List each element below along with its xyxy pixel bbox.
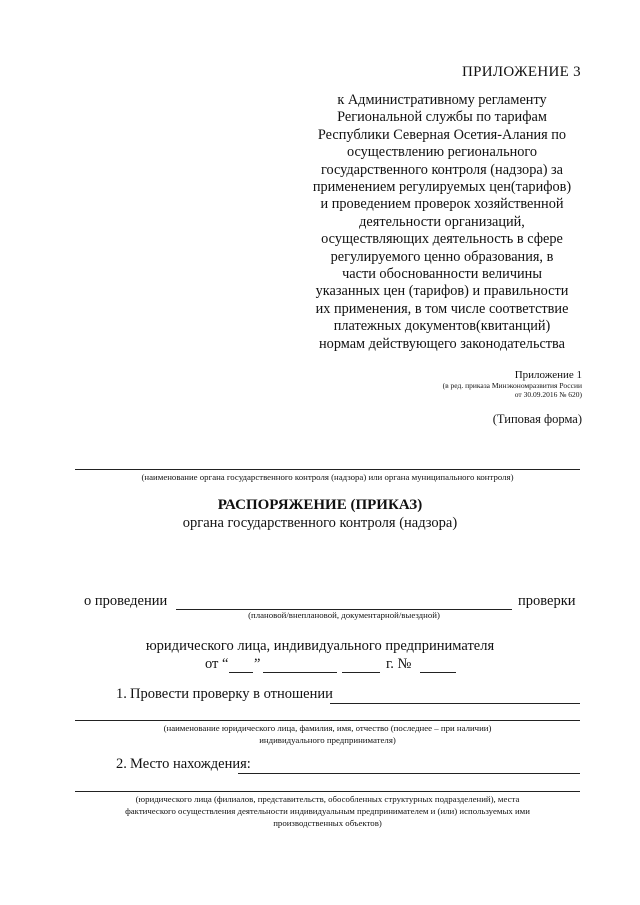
appendix-1-block [443,369,582,399]
item-1-number: 1. [116,686,127,702]
standard-form-label: (Типовая форма) [492,412,582,426]
day-blank-line [229,672,253,673]
regulation-line: Региональной службы по тарифам [337,109,547,126]
regulation-line: и проведением проверок хозяйственной [320,196,564,213]
item-1-caption-2: индивидуального предпринимателя) [259,735,396,745]
date-quote-close: ” [254,656,261,672]
regulation-reference [300,92,584,353]
year-blank-line [342,672,380,673]
edition-note: (в ред. приказа Минэкономразвития России [442,381,582,390]
year-number-label: г. № [386,656,412,672]
item-1-text: Провести проверку в отношении [130,686,333,702]
document-subtitle: органа государственного контроля (надзора) [182,515,458,531]
item-1-line-full [75,720,580,721]
item-2-number: 2. [116,756,127,772]
regulation-line: осуществлению регионального [346,144,538,161]
entity-line: юридического лица, индивидуального предпринимателя [145,638,495,654]
regulation-line: регулируемого ценно образования, в [330,248,554,265]
item-2-caption-2: фактического осуществления деятельности индивидуальным предпринимателем и (или) используемых ими [125,806,530,816]
regulation-line: к Административному регламенту [337,92,547,108]
regulation-line: части обоснованности величины [342,266,542,283]
date-prefix: от “ [205,656,229,672]
appendix-title: ПРИЛОЖЕНИЕ 3 [462,64,581,80]
number-blank-line [420,672,456,673]
conduct-suffix: проверки [518,593,576,609]
regulation-line: Республики Северная Осетия-Алания по [317,126,567,143]
item-2-text: Место нахождения: [130,756,251,772]
appendix-1-label: Приложение 1 [514,369,582,381]
item-2-line-full [75,791,580,792]
item-1-caption-1: (наименование юридического лица, фамилия, имя, отчество (последнее – при наличии) [163,723,492,733]
regulation-line: государственного контроля (надзора) за [320,161,564,178]
regulation-line: указанных цен (тарифов) и правильности [315,283,569,300]
item-2-caption-3: производственных объектов) [273,818,382,828]
regulation-line: применением регулируемых цен(тарифов) [312,179,572,196]
conduct-prefix: о проведении [84,593,168,609]
inspection-type-caption: (плановой/внеплановой, документарной/выездной) [248,610,440,620]
regulation-line: деятельности организаций, [359,213,525,230]
regulation-line: платежных документов(квитанций) [333,318,551,335]
regulation-line: осуществляющих деятельность в сфере [321,231,563,248]
document-title: РАСПОРЯЖЕНИЕ (ПРИКАЗ) [217,497,423,513]
item-2-line-short [238,773,580,774]
authority-caption: (наименование органа государственного контроля (надзора) или органа муниципального контроля) [141,472,514,482]
item-2-caption-1: (юридического лица (филиалов, представительств, обособленных структурных подразделений), места [135,794,520,804]
regulation-line: нормам действующего законодательства [319,335,565,352]
edition-date: от 30.09.2016 № 620) [514,390,582,399]
item-1-line-short [330,703,580,704]
authority-name-line [75,469,580,470]
regulation-line: их применения, в том числе соответствие [315,300,569,317]
month-blank-line [263,672,337,673]
